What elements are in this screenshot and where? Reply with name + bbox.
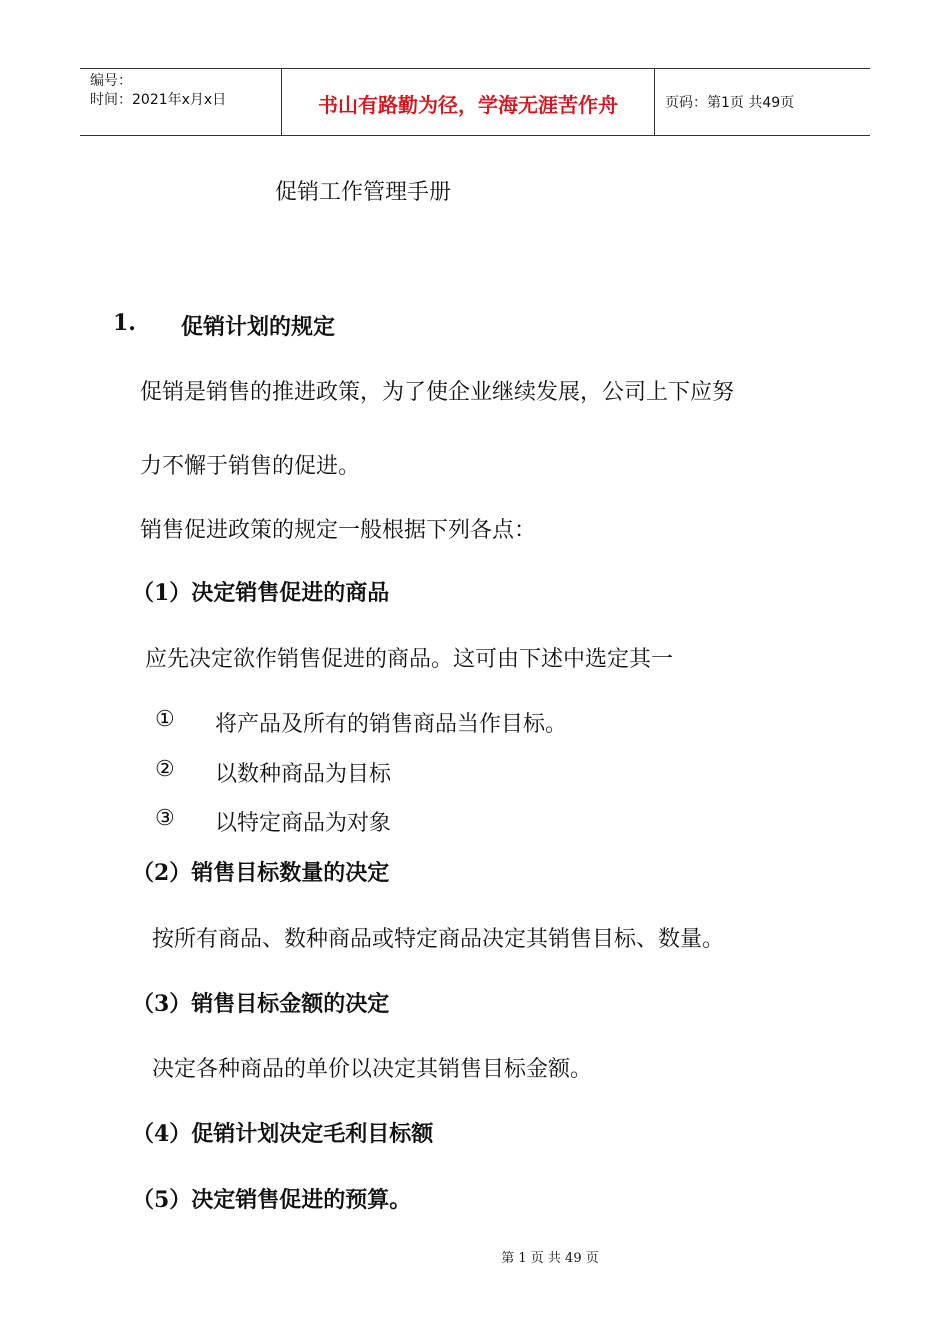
section-title: 促销计划的规定 [181, 314, 336, 340]
paragraph-line: 力不懈于销售的促进。 [140, 454, 361, 479]
option-text: 将产品及所有的销售商品当作目标。 [215, 712, 568, 737]
option-marker: ① [155, 707, 175, 732]
subsection-heading: （5）决定销售促进的预算。 [132, 1187, 412, 1213]
header-motto: 书山有路勤为径，学海无涯苦作舟 [282, 69, 655, 135]
paragraph-line: 促销是销售的推进政策，为了使企业继续发展，公司上下应努 [140, 380, 735, 405]
option-text: 以特定商品为对象 [215, 811, 392, 836]
option-text: 以数种商品为目标 [215, 762, 392, 787]
option-marker: ② [155, 757, 175, 782]
page-header [80, 68, 870, 136]
subsection-heading: （1）决定销售促进的商品 [132, 580, 390, 606]
document-title: 促销工作管理手册 [275, 180, 452, 205]
subsection-heading: （4）促销计划决定毛利目标额 [132, 1121, 434, 1147]
document-number-label: 编号： [90, 73, 132, 89]
subsection-heading: （3）销售目标金额的决定 [132, 991, 390, 1017]
document-date: 时间：2021年x月x日 [90, 92, 227, 108]
section-number: 1. [113, 310, 136, 336]
paragraph-line: 决定各种商品的单价以决定其销售目标金额。 [152, 1057, 593, 1082]
paragraph-line: 销售促进政策的规定一般根据下列各点： [140, 518, 537, 543]
subsection-heading: （2）销售目标数量的决定 [132, 860, 390, 886]
paragraph-line: 应先决定欲作销售促进的商品。这可由下述中选定其一 [145, 647, 674, 672]
page-footer: 第 1 页 共 49 页 [501, 1251, 599, 1266]
paragraph-line: 按所有商品、数种商品或特定商品决定其销售目标、数量。 [152, 927, 725, 952]
header-meta [80, 69, 282, 135]
header-page-info: 页码：第1页 共49页 [665, 95, 795, 111]
option-marker: ③ [155, 806, 175, 831]
